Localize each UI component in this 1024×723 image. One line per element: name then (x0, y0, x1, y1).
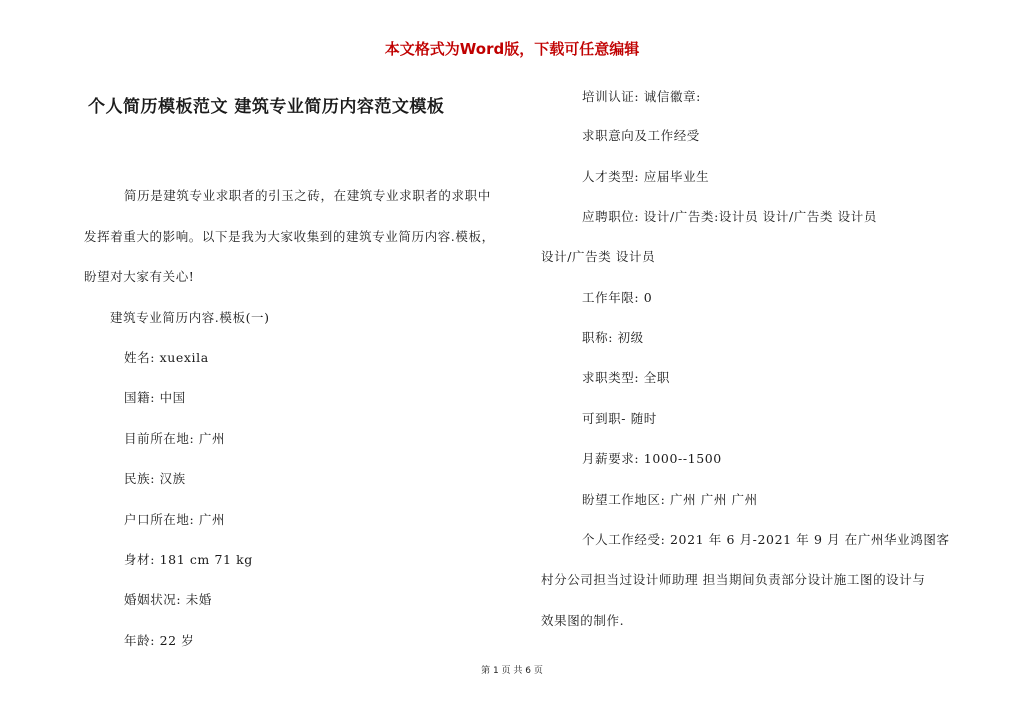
field-name: 姓名: xuexila (124, 350, 209, 365)
field-work-years: 工作年限: 0 (582, 290, 653, 305)
field-hukou-location: 户口所在地: 广州 (124, 512, 226, 527)
document-title: 个人简历模板范文 建筑专业简历内容范文模板 (88, 97, 445, 117)
field-availability: 可到职- 随时 (582, 411, 657, 426)
field-marital-status: 婚姻状况: 未婚 (124, 592, 212, 607)
field-talent-type: 人才类型: 应届毕业生 (582, 169, 710, 184)
field-job-type: 求职类型: 全职 (582, 370, 670, 385)
field-height-weight: 身材: 181 cm 71 kg (124, 552, 253, 567)
field-current-location: 目前所在地: 广州 (124, 431, 226, 446)
field-work-experience: 个人工作经受: 2021 年 6 月-2021 年 9 月 在广州华业鸿图客 (582, 532, 950, 547)
field-position-applied: 应聘职位: 设计/广告类:设计员 设计/广告类 设计员 (582, 209, 877, 224)
field-desired-region: 盼望工作地区: 广州 广州 广州 (582, 492, 758, 507)
field-position-applied-cont: 设计/广告类 设计员 (541, 249, 656, 264)
field-title: 职称: 初级 (582, 330, 644, 345)
field-certification: 培训认证: 诚信徽章: (582, 89, 701, 104)
field-salary: 月薪要求: 1000--1500 (582, 451, 722, 466)
page-number: 第 1 页 共 6 页 (481, 666, 543, 676)
field-ethnicity: 民族: 汉族 (124, 471, 186, 486)
field-age: 年龄: 22 岁 (124, 633, 195, 648)
job-intention-heading: 求职意向及工作经受 (582, 128, 700, 143)
intro-paragraph-line: 盼望对大家有关心! (84, 269, 195, 284)
intro-paragraph-line: 简历是建筑专业求职者的引玉之砖，在建筑专业求职者的求职中 (124, 188, 491, 203)
word-format-banner: 本文格式为Word版，下载可任意编辑 (384, 40, 640, 58)
section-heading: 建筑专业简历内容.模板(一) (110, 310, 270, 325)
work-experience-line: 效果图的制作. (541, 613, 625, 628)
intro-paragraph-line: 发挥着重大的影响。以下是我为大家收集到的建筑专业简历内容.模板， (84, 229, 495, 244)
field-nationality: 国籍: 中国 (124, 390, 186, 405)
work-experience-line: 村分公司担当过设计师助理 担当期间负责部分设计施工图的设计与 (541, 572, 926, 587)
